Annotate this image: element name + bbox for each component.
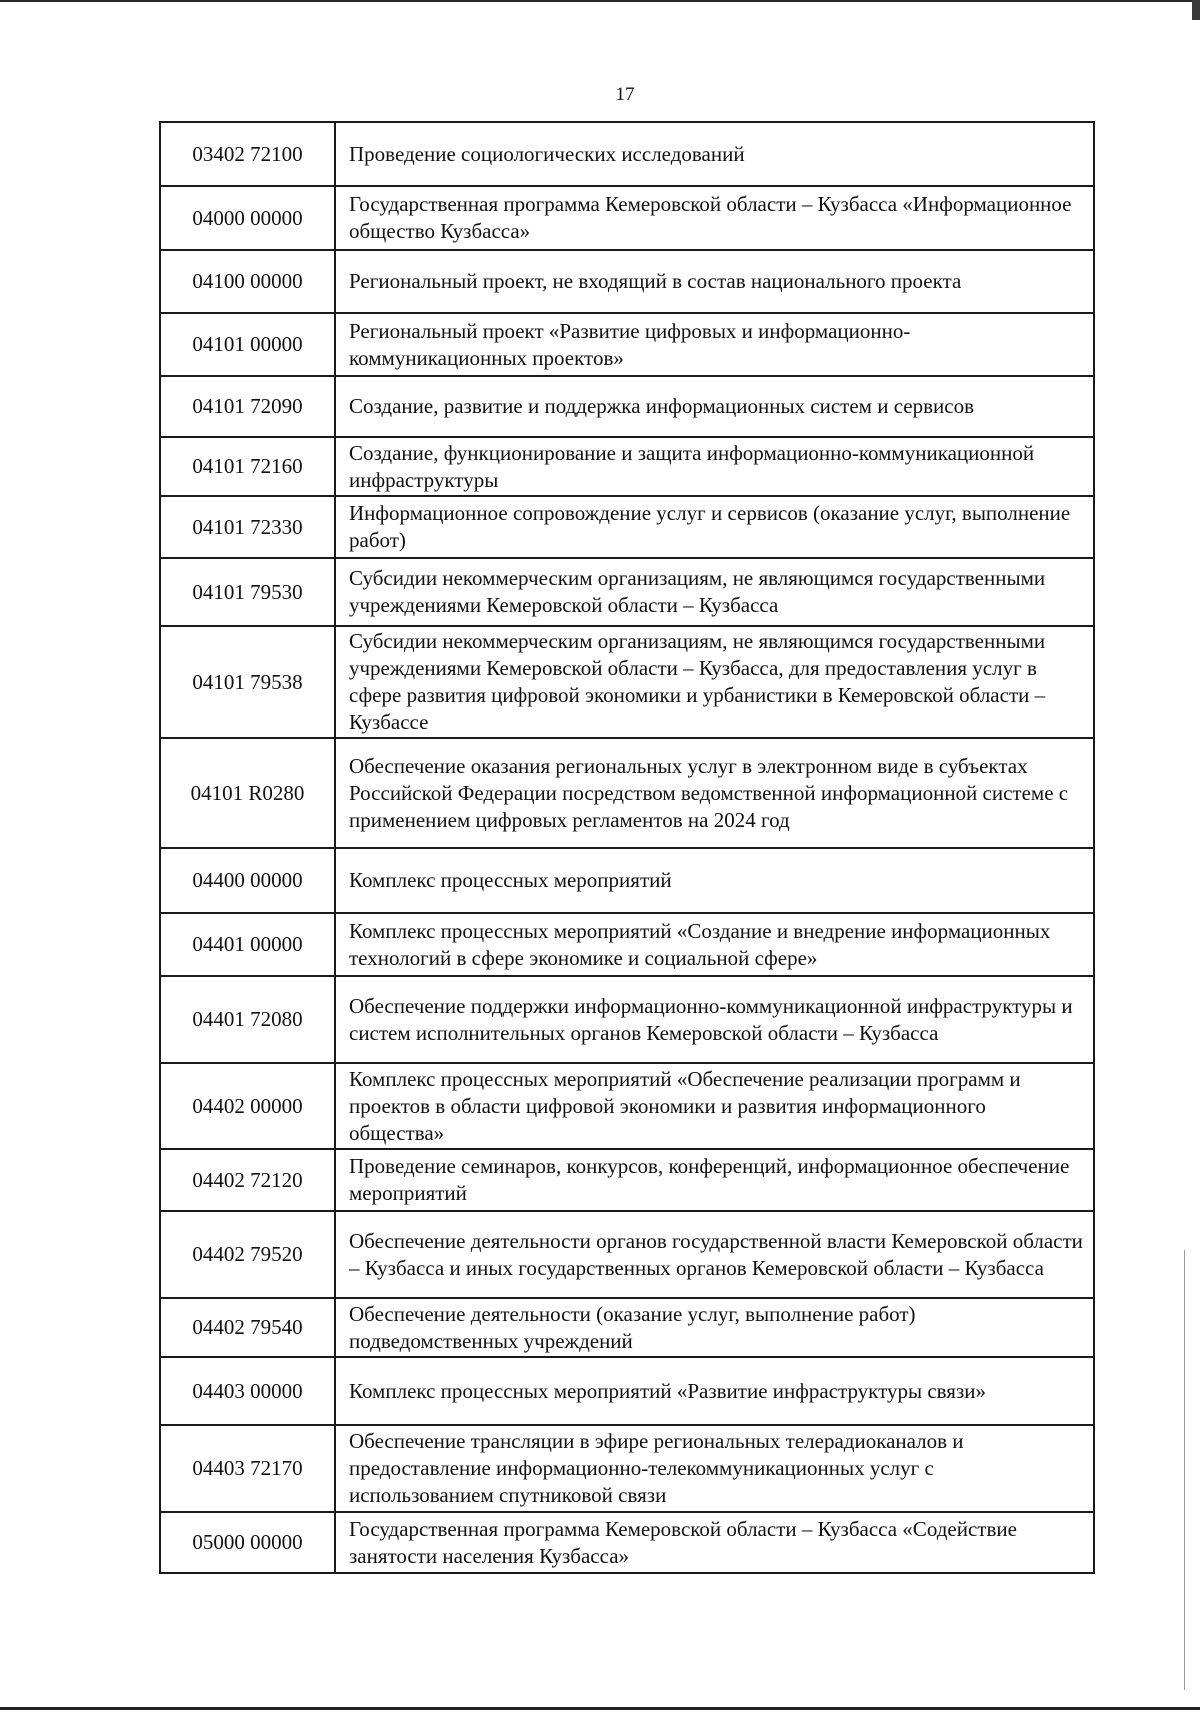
code-cell: 04101 72090 (160, 376, 335, 437)
code-cell: 04101 79530 (160, 558, 335, 626)
name-cell: Субсидии некоммерческим организациям, не являющимся государственными учреждениями Кемеровской области – Кузбасса, для предоставления услуг в сфере развития цифровой экономики и урбанистики в Кемеровской области – Кузбассе (335, 626, 1094, 738)
table-row (160, 186, 1094, 250)
name-cell: Информационное сопровождение услуг и сервисов (оказание услуг, выполнение работ) (335, 496, 1094, 558)
budget-classification-table (159, 121, 1095, 1574)
table-row (160, 738, 1094, 848)
scan-edge-right (1184, 1250, 1185, 1690)
code-cell: 04000 00000 (160, 186, 335, 250)
table-row (160, 122, 1094, 186)
code-cell: 04100 00000 (160, 250, 335, 313)
table-row (160, 1357, 1094, 1425)
code-cell: 05000 00000 (160, 1512, 335, 1573)
code-cell: 04101 72330 (160, 496, 335, 558)
page-number: 17 (615, 84, 635, 105)
name-cell: Региональный проект, не входящий в состав национального проекта (335, 250, 1094, 313)
table-row (160, 376, 1094, 437)
table-row (160, 1298, 1094, 1357)
table-row (160, 496, 1094, 558)
table-row (160, 848, 1094, 913)
code-cell: 04400 00000 (160, 848, 335, 913)
code-cell: 04402 79520 (160, 1211, 335, 1298)
name-cell: Создание, функционирование и защита информационно-коммуникационной инфраструктуры (335, 437, 1094, 496)
table-row (160, 1149, 1094, 1211)
name-cell: Создание, развитие и поддержка информационных систем и сервисов (335, 376, 1094, 437)
code-cell: 04402 00000 (160, 1063, 335, 1149)
code-cell: 04101 72160 (160, 437, 335, 496)
code-cell: 04402 79540 (160, 1298, 335, 1357)
code-cell: 04101 R0280 (160, 738, 335, 848)
table-row (160, 1211, 1094, 1298)
name-cell: Государственная программа Кемеровской области – Кузбасса «Содействие занятости населения Кузбасса» (335, 1512, 1094, 1573)
name-cell: Обеспечение трансляции в эфире региональных телерадиоканалов и предоставление информационно-телекоммуникационных услуг с использованием спутниковой связи (335, 1425, 1094, 1512)
table-body (160, 122, 1094, 1573)
name-cell: Проведение социологических исследований (335, 122, 1094, 186)
table-row (160, 250, 1094, 313)
table-row (160, 1425, 1094, 1512)
name-cell: Государственная программа Кемеровской области – Кузбасса «Информационное общество Кузбасса» (335, 186, 1094, 250)
table-row (160, 913, 1094, 976)
name-cell: Проведение семинаров, конкурсов, конференций, информационное обеспечение мероприятий (335, 1149, 1094, 1211)
code-cell: 04101 00000 (160, 313, 335, 376)
table-row (160, 437, 1094, 496)
code-cell: 04403 72170 (160, 1425, 335, 1512)
code-cell: 04101 79538 (160, 626, 335, 738)
code-cell: 03402 72100 (160, 122, 335, 186)
name-cell: Обеспечение оказания региональных услуг в электронном виде в субъектах Российской Федерации посредством ведомственной информационной системе с применением цифровых регламентов на 2024 год (335, 738, 1094, 848)
table-row (160, 558, 1094, 626)
code-cell: 04402 72120 (160, 1149, 335, 1211)
scan-border-top (0, 0, 1200, 2)
name-cell: Региональный проект «Развитие цифровых и информационно-коммуникационных проектов» (335, 313, 1094, 376)
scan-border-bottom (0, 1707, 1200, 1710)
name-cell: Комплекс процессных мероприятий «Развитие инфраструктуры связи» (335, 1357, 1094, 1425)
name-cell: Комплекс процессных мероприятий (335, 848, 1094, 913)
name-cell: Комплекс процессных мероприятий «Обеспечение реализации программ и проектов в области цифровой экономики и развития информационного общества» (335, 1063, 1094, 1149)
name-cell: Обеспечение деятельности органов государственной власти Кемеровской области – Кузбасса и иных государственных органов Кемеровской области – Кузбасса (335, 1211, 1094, 1298)
scan-corner-mark (1192, 0, 1200, 20)
code-cell: 04401 00000 (160, 913, 335, 976)
table-row (160, 626, 1094, 738)
table-row (160, 313, 1094, 376)
name-cell: Субсидии некоммерческим организациям, не являющимся государственными учреждениями Кемеровской области – Кузбасса (335, 558, 1094, 626)
name-cell: Обеспечение деятельности (оказание услуг, выполнение работ) подведомственных учреждений (335, 1298, 1094, 1357)
table-row (160, 1512, 1094, 1573)
table-row (160, 976, 1094, 1063)
name-cell: Обеспечение поддержки информационно-коммуникационной инфраструктуры и систем исполнительных органов Кемеровской области – Кузбасса (335, 976, 1094, 1063)
table-row (160, 1063, 1094, 1149)
code-cell: 04403 00000 (160, 1357, 335, 1425)
name-cell: Комплекс процессных мероприятий «Создание и внедрение информационных технологий в сфере экономике и социальной сфере» (335, 913, 1094, 976)
code-cell: 04401 72080 (160, 976, 335, 1063)
